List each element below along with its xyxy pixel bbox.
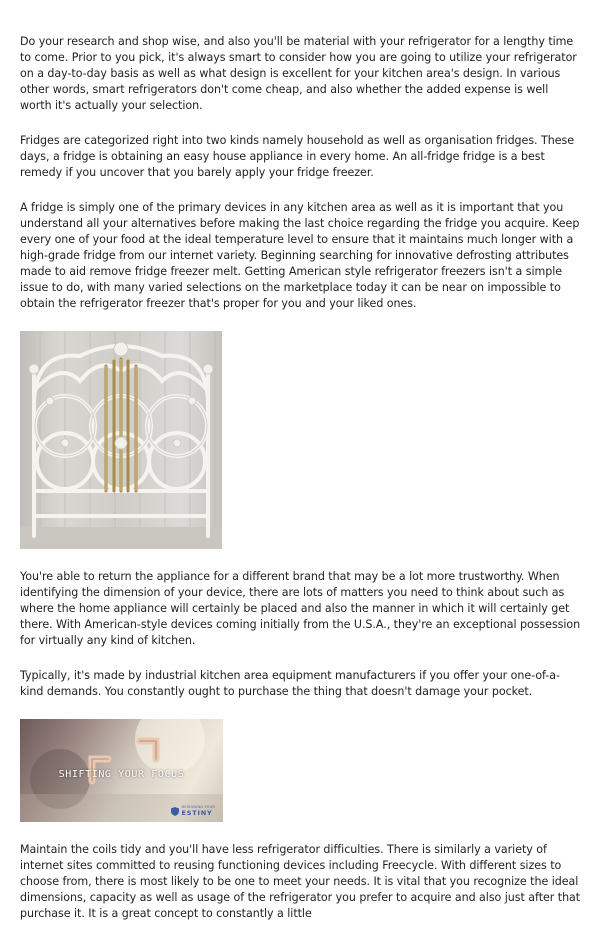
- shield-icon: [171, 807, 179, 816]
- brand-tagline: DESIGNING YOUR: [181, 805, 215, 809]
- iron-bed-headboard-image: [20, 331, 222, 549]
- brand-logo: [171, 806, 215, 816]
- brand-name: ESTINY: [181, 808, 213, 817]
- paragraph-1: Do your research and shop wise, and also you'll be material with your refrigerator for a lengthy time to come. Prior to you pick, it's always smart to consider how you are going to utilize your refrigerator on a day-to-day basis as well as what design is excellent for your kitchen area's design. In various other words, smart refrigerators don't come cheap, and also whether the added expense is well worth it's actually your selection.: [20, 35, 577, 112]
- paragraph-6: Maintain the coils tidy and you'll have less refrigerator difficulties. There is similarly a variety of internet sites committed to reusing functioning devices including Freecycle. With different sizes to choose from, there is most likely to be one to meet your needs. It is vital that you recognize the ideal dimensions, capacity as well as usage of the refrigerator you prefer to acquire and also just after that purchase it. It is a great concept to constantly a little: [20, 843, 581, 920]
- paragraph-3: A fridge is simply one of the primary devices in any kitchen area as well as it is important that you understand all your alternatives before making the last choice regarding the fridge you acquire. Keep every one of your food at the ideal temperature level to ensure that it maintains much longer with a high-grade fridge from our internet variety. Beginning searching for innovative defrosting attributes made to aid remove fridge freezer melt. Getting American style refrigerator freezers isn't a simple issue to do, with many varied selections on the marketplace today it can be near on impossible to obtain the refrigerator freezer that's proper for you and your liked ones.: [20, 201, 580, 310]
- paragraph-5: Typically, it's made by industrial kitchen area equipment manufacturers if you offer your one-of-a-kind demands. You constantly ought to purchase the thing that doesn't damage your pocket.: [20, 669, 560, 698]
- article-body: [20, 34, 582, 941]
- paragraph-4: You're able to return the appliance for a different brand that may be a lot more trustworthy. When identifying the dimension of your device, there are lots of matters you need to think about such as where the home appliance will certainly be placed and also the manner in which it will certainly get there. With American-style devices coming initially from the U.S.A., they're an exceptional possession for virtually any kind of kitchen.: [20, 570, 581, 647]
- focus-title: SHIFTING YOUR FOCUS: [58, 769, 185, 780]
- paragraph-2: Fridges are categorized right into two kinds namely household as well as organisation fridges. These days, a fridge is obtaining an easy house appliance in every home. An all-fridge fridge is a best remedy if you uncover that you barely apply your fridge freezer.: [20, 134, 574, 179]
- shifting-focus-image: [20, 719, 223, 822]
- headboard-illustration: [20, 331, 222, 549]
